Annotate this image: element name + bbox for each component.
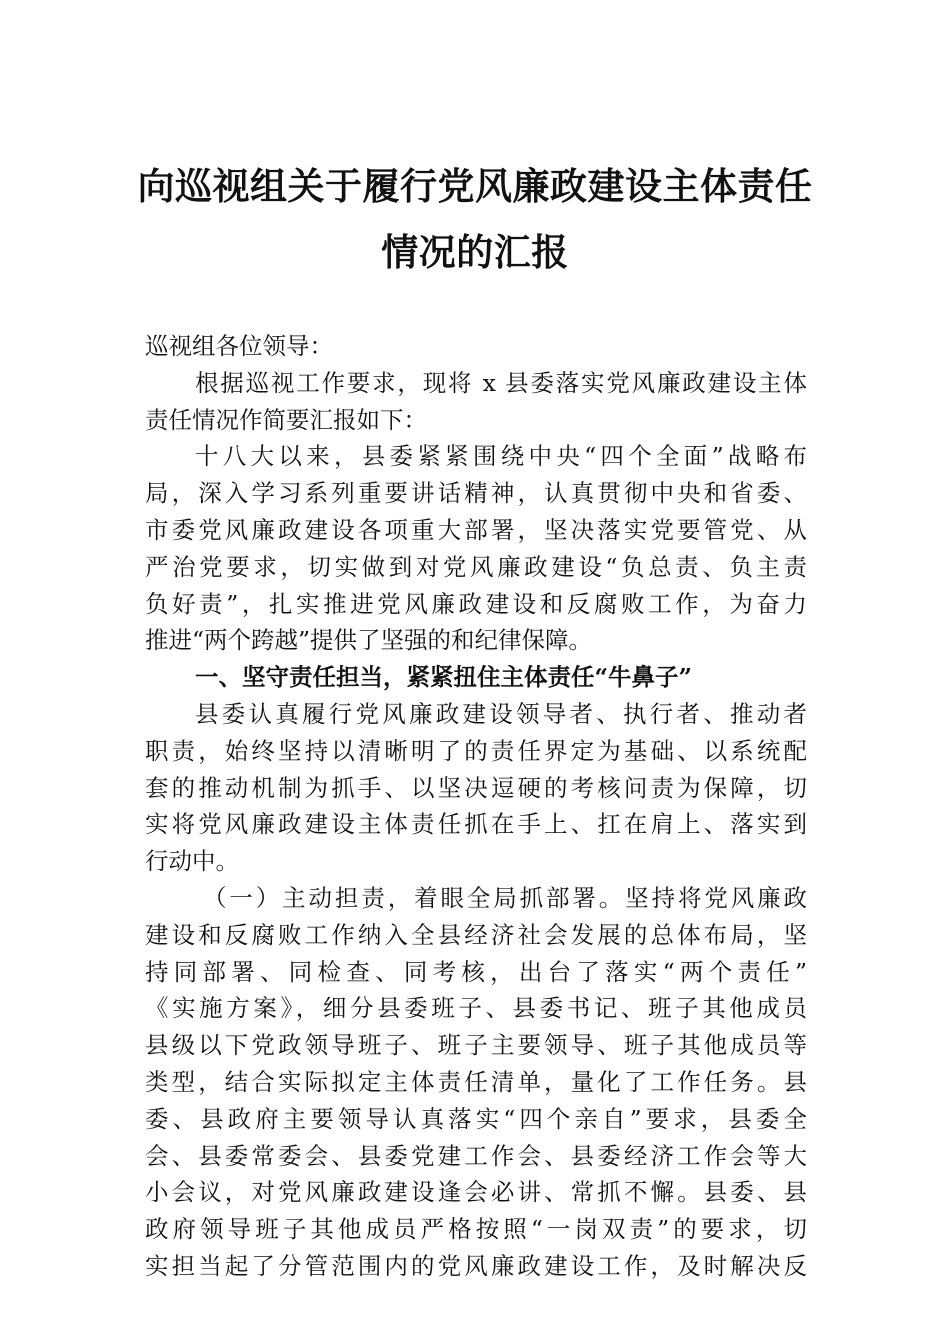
- body-line: 委、县政府主要领导认真落实“四个亲自”要求，县委全: [145, 1104, 807, 1133]
- body-line: 负好责”，扎实推进党风廉政建设和反腐败工作，为奋力: [145, 589, 807, 618]
- body-line: 责任情况作简要汇报如下：: [145, 405, 427, 434]
- body-line: 市委党风廉政建设各项重大部署，坚决落实党要管党、从: [145, 515, 807, 544]
- salutation: 巡视组各位领导：: [145, 332, 333, 360]
- body-line: 建设和反腐败工作纳入全县经济社会发展的总体布局，坚: [145, 920, 807, 949]
- body-line: 职责，始终坚持以清晰明了的责任界定为基础、以系统配: [145, 736, 807, 765]
- body-line: 实将党风廉政建设主体责任抓在手上、扛在肩上、落实到: [145, 810, 807, 839]
- document-body: [145, 328, 807, 1285]
- body-line: 会、县委常委会、县委党建工作会、县委经济工作会等大: [145, 1141, 807, 1170]
- body-line: 局，深入学习系列重要讲话精神，认真贯彻中央和省委、: [145, 479, 807, 508]
- section-heading: 一、坚守责任担当，紧紧扭住主体责任“牛鼻子”: [195, 663, 693, 692]
- body-line: 类型，结合实际拟定主体责任清单，量化了工作任务。县: [145, 1067, 807, 1096]
- body-line: 县级以下党政领导班子、班子主要领导、班子其他成员等: [145, 1031, 807, 1060]
- body-line: 套的推动机制为抓手、以坚决逗硬的考核问责为保障，切: [145, 773, 807, 802]
- body-line: 小会议，对党风廉政建设逢会必讲、常抓不懈。县委、县: [145, 1178, 807, 1207]
- body-line: 推进“两个跨越”提供了坚强的和纪律保障。: [145, 626, 593, 655]
- body-line: 行动中。: [145, 847, 239, 876]
- body-line: 持同部署、同检查、同考核，出台了落实“两个责任”: [145, 957, 807, 986]
- document-title-line-2: 情况的汇报: [381, 230, 569, 274]
- body-line: 政府领导班子其他成员严格按照“一岗双责”的要求，切: [145, 1215, 807, 1244]
- document-title-line-1: 向巡视组关于履行党风廉政建设主体责任: [137, 164, 813, 208]
- body-line: 严治党要求，切实做到对党风廉政建设“负总责、负主责: [145, 552, 807, 581]
- body-line: 实担当起了分管范围内的党风廉政建设工作，及时解决反: [145, 1251, 807, 1280]
- body-line: 《实施方案》，细分县委班子、县委书记、班子其他成员: [145, 994, 807, 1023]
- body-line: 根据巡视工作要求，现将 x 县委落实党风廉政建设主体: [195, 368, 807, 397]
- body-line: 十八大以来，县委紧紧围绕中央“四个全面”战略布: [195, 442, 807, 471]
- body-line: （一）主动担责，着眼全局抓部署。坚持将党风廉政: [203, 883, 807, 912]
- body-line: 县委认真履行党风廉政建设领导者、执行者、推动者: [195, 699, 807, 728]
